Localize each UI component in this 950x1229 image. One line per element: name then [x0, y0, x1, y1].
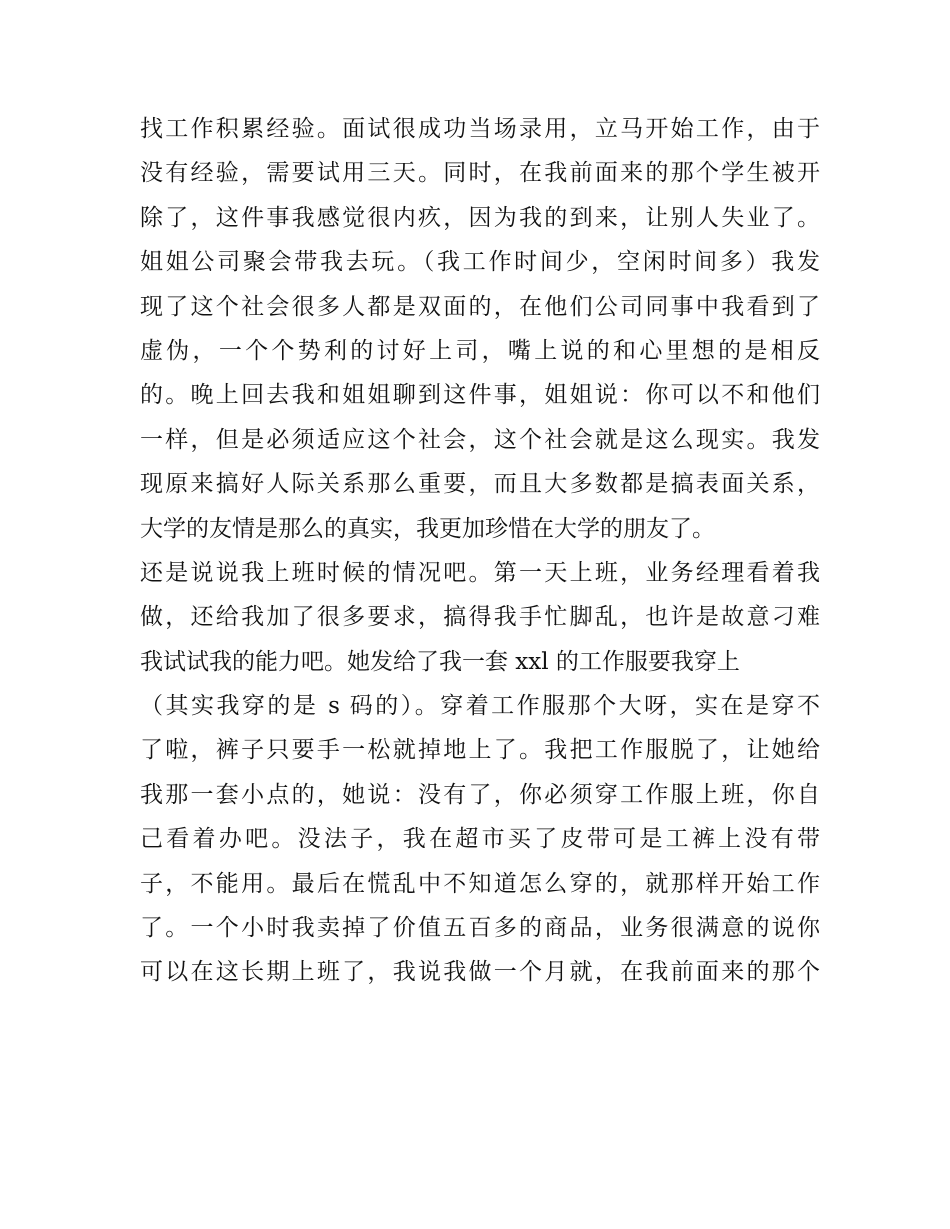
- text-line: 没有经验，需要试用三天。同时，在我前面来的那个学生被开: [140, 160, 820, 187]
- text-line: 的。晚上回去我和姐姐聊到这件事，姐姐说：你可以不和他们: [140, 382, 820, 409]
- text-line: （其实我穿的是 s 码的）。穿着工作服那个大呀，实在是穿不: [140, 693, 820, 720]
- text-line: 还是说说我上班时候的情况吧。第一天上班，业务经理看着我: [140, 559, 820, 586]
- text-line: 除了，这件事我感觉很内疚，因为我的到来，让别人失业了。: [140, 204, 820, 231]
- text-line: 我试试我的能力吧。她发给了我一套 xxl 的工作服要我穿上: [140, 648, 740, 675]
- text-line: 可以在这长期上班了，我说我做一个月就，在我前面来的那个: [140, 959, 820, 986]
- text-line: 大学的友情是那么的真实，我更加珍惜在大学的朋友了。: [140, 515, 715, 542]
- text-line: 做，还给我加了很多要求，搞得我手忙脚乱，也许是故意刁难: [140, 604, 820, 631]
- body-text: [140, 107, 820, 995]
- text-line: 一样，但是必须适应这个社会，这个社会就是这么现实。我发: [140, 426, 820, 453]
- text-line: 虚伪，一个个势利的讨好上司，嘴上说的和心里想的是相反: [140, 337, 820, 364]
- text-line: 子，不能用。最后在慌乱中不知道怎么穿的，就那样开始工作: [140, 870, 820, 897]
- text-line: 了。一个小时我卖掉了价值五百多的商品，业务很满意的说你: [140, 915, 820, 942]
- text-line: 姐姐公司聚会带我去玩。（我工作时间少，空闲时间多）我发: [140, 249, 820, 276]
- text-line: 现原来搞好人际关系那么重要，而且大多数都是搞表面关系，: [140, 471, 820, 498]
- text-line: 找工作积累经验。面试很成功当场录用，立马开始工作，由于: [140, 116, 820, 142]
- text-line: 现了这个社会很多人都是双面的，在他们公司同事中我看到了: [140, 293, 820, 320]
- text-line: 了啦，裤子只要手一松就掉地上了。我把工作服脱了，让她给: [140, 737, 820, 764]
- text-line: 我那一套小点的，她说：没有了，你必须穿工作服上班，你自: [140, 781, 820, 808]
- text-line: 己看着办吧。没法子，我在超市买了皮带可是工裤上没有带: [140, 826, 820, 853]
